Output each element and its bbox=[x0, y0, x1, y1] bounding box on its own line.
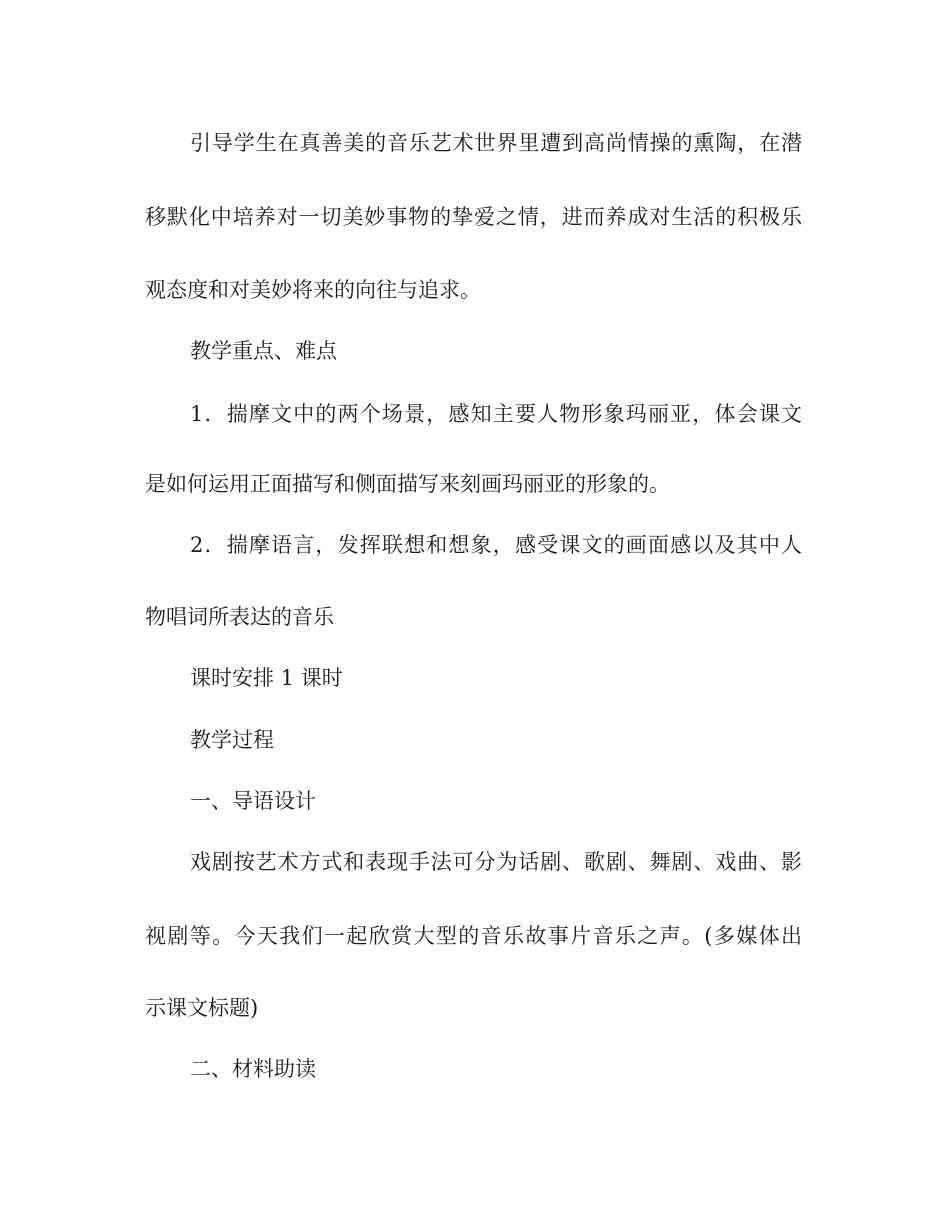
intro-paragraph-line-2: 视剧等。今天我们一起欣赏大型的音乐故事片音乐之声。(多媒体出 bbox=[145, 924, 802, 948]
key-point-2-line-2: 物唱词所表达的音乐 bbox=[145, 605, 334, 629]
section-materials-heading: 二、材料助读 bbox=[190, 1057, 316, 1081]
section-intro-heading: 一、导语设计 bbox=[190, 789, 316, 813]
intro-paragraph-line-3: 示课文标题) bbox=[145, 996, 259, 1020]
heading-process: 教学过程 bbox=[190, 728, 274, 752]
intro-paragraph-line-1: 戏剧按艺术方式和表现手法可分为话剧、歌剧、舞剧、戏曲、影 bbox=[190, 850, 802, 874]
heading-schedule: 课时安排 1 课时 bbox=[190, 666, 343, 690]
key-point-1-line-2: 是如何运用正面描写和侧面描写来刻画玛丽亚的形象的。 bbox=[145, 472, 670, 496]
paragraph-goal-line-3: 观态度和对美妙将来的向往与追求。 bbox=[145, 278, 481, 302]
heading-key-points: 教学重点、难点 bbox=[190, 339, 337, 363]
paragraph-goal-line-1: 引导学生在真善美的音乐艺术世界里遭到高尚情操的熏陶，在潜 bbox=[190, 131, 802, 155]
paragraph-goal-line-2: 移默化中培养对一切美妙事物的挚爱之情，进而养成对生活的积极乐 bbox=[145, 205, 802, 229]
key-point-2-line-1: 2．揣摩语言，发挥联想和想象，感受课文的画面感以及其中人 bbox=[190, 533, 802, 557]
key-point-1-line-1: 1．揣摩文中的两个场景，感知主要人物形象玛丽亚，体会课文 bbox=[190, 402, 802, 426]
